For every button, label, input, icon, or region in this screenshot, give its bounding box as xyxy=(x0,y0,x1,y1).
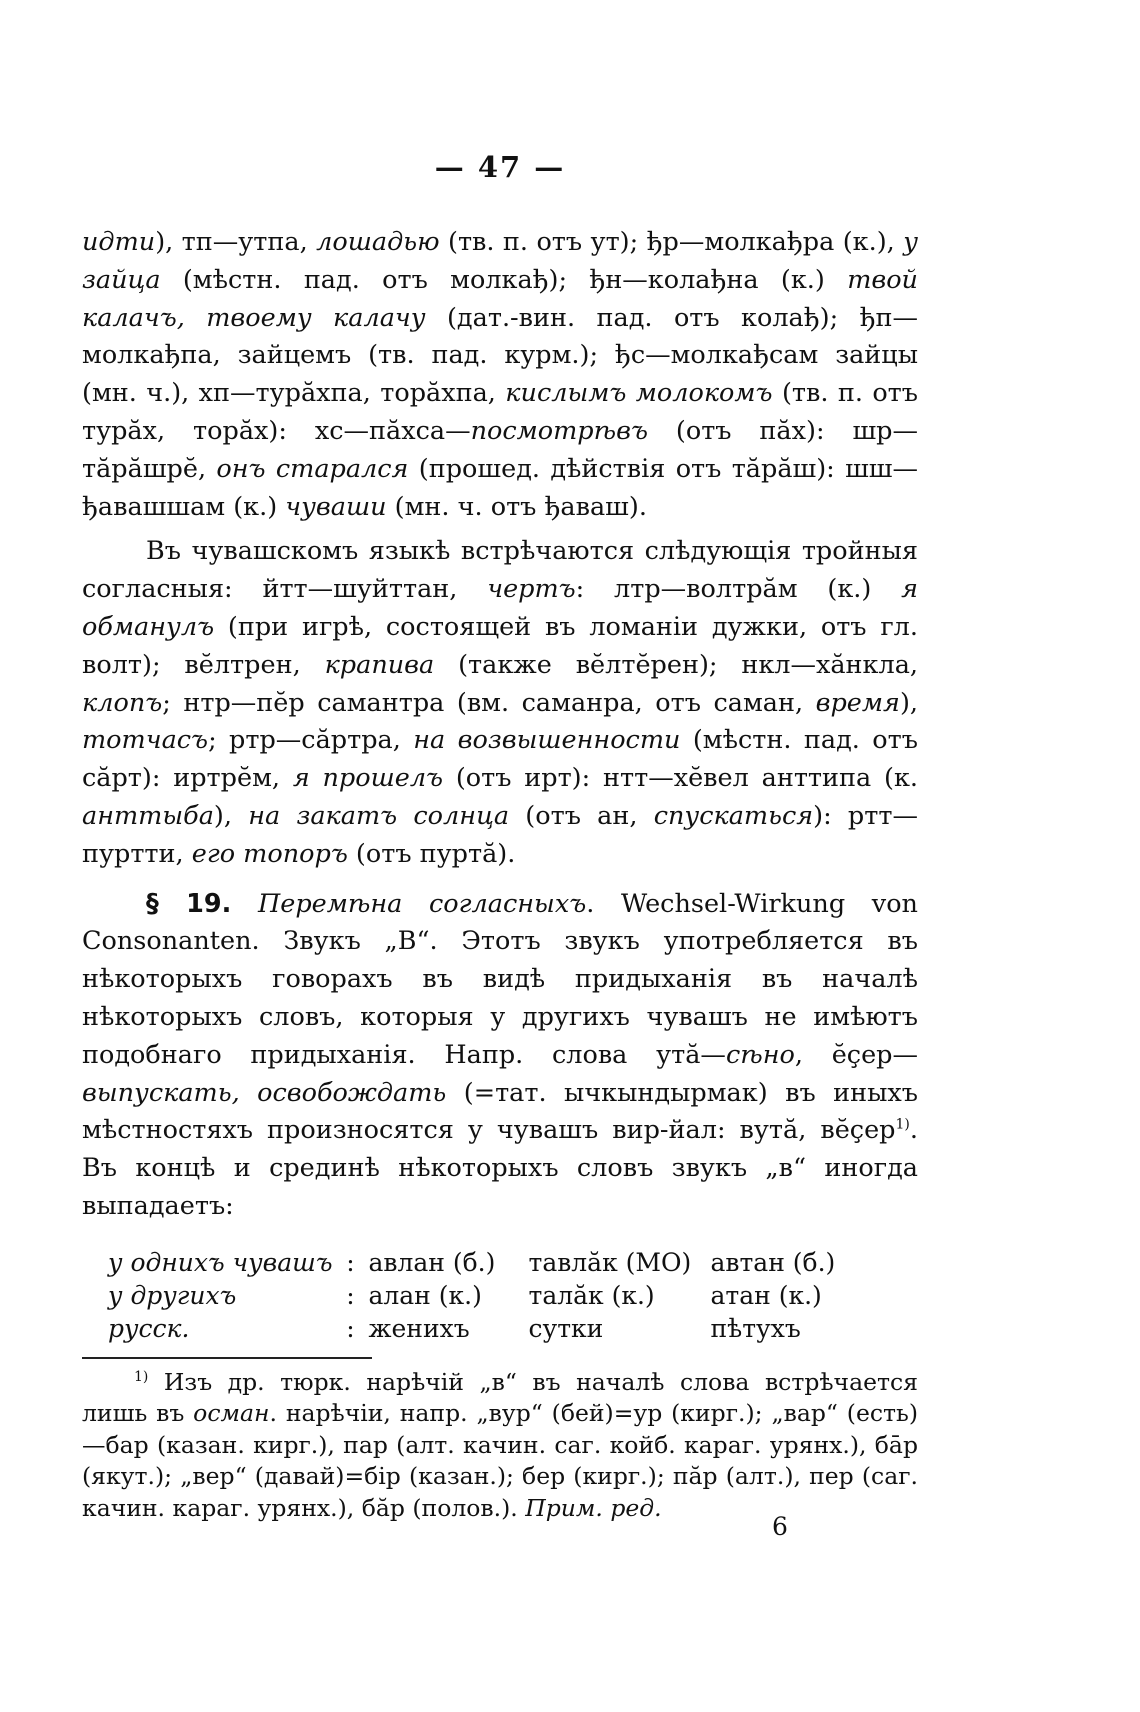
footnote-marker: 1) xyxy=(134,1368,149,1385)
forms-row xyxy=(108,1312,870,1345)
page xyxy=(82,150,918,1524)
row-label: русск. xyxy=(108,1313,190,1343)
italic-run: тотчасъ xyxy=(82,725,209,756)
footnote xyxy=(82,1367,918,1525)
section-19-text xyxy=(82,889,918,1221)
text-run: : лтр—волтрӑм (к.) xyxy=(575,574,902,605)
paragraph-triple-consonants xyxy=(82,533,918,873)
text-run: . Въ концѣ и срединѣ нѣкоторыхъ словъ звукъ „в“ иногда выпадаетъ: xyxy=(82,1115,918,1221)
italic-run: у зайца xyxy=(82,227,918,295)
section-mark: § 19. xyxy=(146,888,232,919)
text-run: (тв. п. отъ турӑх, торӑх): хс—пӑхса— xyxy=(82,378,919,446)
italic-run: выпускать, освобождать xyxy=(82,1077,447,1108)
italic-run: я прошелъ xyxy=(292,763,444,794)
italic-run: крапива xyxy=(324,649,435,680)
text-run: (мѣстн. пад. отъ сӑрт): иртрĕм, xyxy=(82,725,918,794)
text-run: (=тат. ычкындырмак) въ иныхъ мѣстностяхъ произносятся у чувашъ вир-йал: вутӑ, вĕçер xyxy=(82,1077,918,1146)
form-cell: автан (б.) xyxy=(710,1247,836,1277)
form-cell: тавлӑк (МО) xyxy=(528,1247,692,1277)
forms-row xyxy=(108,1279,870,1312)
page-number: — 47 — xyxy=(434,150,566,184)
row-separator: : xyxy=(346,1247,355,1277)
text-run: ), xyxy=(213,800,249,831)
text-run: (отъ пуртӑ). xyxy=(347,838,516,869)
footnote-rule xyxy=(82,1357,372,1359)
italic-run: на возвышенности xyxy=(413,725,681,756)
forms-row xyxy=(108,1246,870,1279)
text-run: ), тп—утпа, xyxy=(155,227,317,257)
text-run: (отъ ан, xyxy=(509,800,654,831)
italic-run: лошадью xyxy=(316,227,440,257)
text-run: . Wechsel-Wirkung von Consonanten. Звукъ „В“. Этотъ звукъ употребляется въ нѣкоторыхъ говорахъ въ видѣ придыханія въ началѣ нѣкоторыхъ словъ, которыя у другихъ чувашъ не имѣютъ подобнаго придыханія. Напр. слова утӑ— xyxy=(82,888,918,1070)
italic-run: клопъ xyxy=(82,687,163,718)
text-run: , ĕçер— xyxy=(794,1039,919,1070)
text-run: Изъ др. тюрк. нарѣчій „в“ въ началѣ слова встрѣчается лишь въ xyxy=(82,1367,918,1428)
form-cell: талӑк (к.) xyxy=(528,1280,655,1310)
text-run: (при игрѣ, состоящей въ ломаніи дужки, отъ гл. волт); вĕлтрен, xyxy=(82,611,918,680)
form-cell: пѣтухъ xyxy=(710,1313,801,1343)
forms-table xyxy=(108,1246,870,1345)
text-run: . нарѣчіи, напр. „вур“ (бей)=ур (кирг.); „вар“ (есть)—бар (казан. кирг.), пар (алт. качин. саг. койб. караг. урянх.), ба̄р (якут.); „вер“ (давай)=бір (казан.); бер (кирг.); пӑр (алт.), пер (саг. качин. караг. урянх.), бӑр (полов.). xyxy=(82,1399,918,1522)
text-run: (отъ пӑх): шр—тӑрӑшрĕ, xyxy=(82,415,918,484)
section-19-paragraph xyxy=(82,886,918,1226)
form-cell: сутки xyxy=(528,1313,604,1343)
italic-run: кислымъ молокомъ xyxy=(505,378,773,409)
text-run: ): ртт—пуртти, xyxy=(82,800,918,869)
italic-run: время xyxy=(815,687,900,718)
paragraph-continuation xyxy=(82,224,918,526)
form-cell: авлан (б.) xyxy=(368,1247,496,1277)
italic-run: анттыба xyxy=(82,800,214,831)
italic-run: чертъ xyxy=(487,574,576,605)
row-label: у однихъ чувашъ xyxy=(108,1247,333,1277)
footnote-ref: 1) xyxy=(895,1116,910,1133)
italic-run: на закатъ солнца xyxy=(248,800,510,831)
text-run: ; нтр—пĕр самантра (вм. саманра, отъ саман, xyxy=(162,687,816,718)
italic-run: чуваши xyxy=(285,491,387,522)
row-separator: : xyxy=(346,1280,355,1310)
footnote-text xyxy=(82,1368,918,1522)
text-run: Въ чувашскомъ языкѣ встрѣчаются слѣдующія тройныя согласныя: йтт—шуйттан, xyxy=(82,536,918,605)
text-run: (тв. п. отъ ут); ђр—молкађра (к.), xyxy=(439,227,904,257)
italic-run: идти xyxy=(82,227,156,257)
form-cell: женихъ xyxy=(368,1313,470,1343)
row-separator: : xyxy=(346,1313,355,1343)
text-run: (дат.-вин. пад. отъ колађ); ђп—молкађпа, зайцемъ (тв. пад. курм.); ђс—молкађсам зайцы (мн. ч.), хп—турӑхпа, торӑхпа, xyxy=(82,302,918,409)
italic-run: спускаться xyxy=(653,800,814,831)
italic-run: посмотрѣвъ xyxy=(470,415,648,446)
italic-run: осман xyxy=(193,1399,270,1428)
text-run: ), xyxy=(899,687,918,718)
text-run: (мѣстн. пад. отъ молкађ); ђн—колађна (к.) xyxy=(160,264,848,295)
text-run: (прошед. дѣйствія отъ тӑрӑш): шш—ђавашшам (к.) xyxy=(82,453,919,522)
row-label: у другихъ xyxy=(108,1280,237,1310)
sheet-signature: 6 xyxy=(772,1512,788,1541)
italic-run: сѣно xyxy=(725,1039,795,1070)
text-run: (мн. ч. отъ ђаваш). xyxy=(386,491,647,522)
italic-run: онъ старался xyxy=(216,453,409,484)
italic-run: Перемѣна согласныхъ xyxy=(257,888,587,919)
form-cell: атан (к.) xyxy=(710,1280,822,1310)
text-run: (отъ ирт): нтт—хĕвел анттипа (к. xyxy=(443,763,918,794)
italic-run: Прим. ред. xyxy=(525,1493,662,1522)
text-run: (также вĕлтĕрен); нкл—хӑнкла, xyxy=(434,649,919,680)
italic-run: его топоръ xyxy=(191,838,348,869)
italic-run: твой калачъ, твоему калачу xyxy=(82,264,918,333)
text-run: ; ртр—сӑртра, xyxy=(208,725,414,756)
form-cell: алан (к.) xyxy=(368,1280,482,1310)
italic-run: я обманулъ xyxy=(82,574,919,642)
text-run xyxy=(231,889,258,919)
